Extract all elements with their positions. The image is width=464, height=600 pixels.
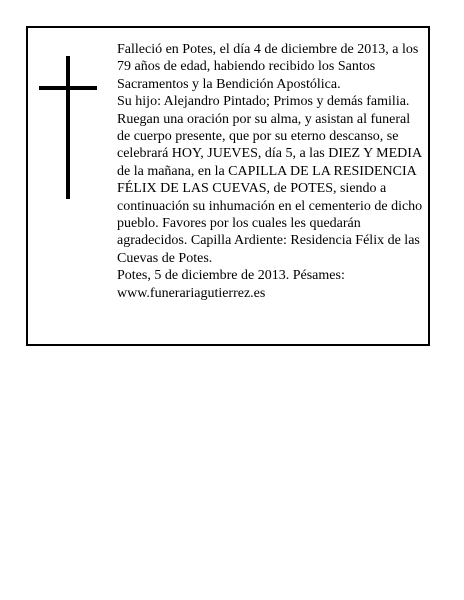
family-line: Su hijo: Alejandro Pintado; Primos y demás familia. bbox=[117, 94, 410, 110]
funeral-details: Ruegan una oración por su alma, y asistan al funeral de cuerpo presente, que por su eterno descanso, se celebrará HOY, JUEVES, día 5, a las DIEZ Y MEDIA de la mañana, en la CAPILLA DE LA RESIDENCIA FÉLIX DE LAS CUEVAS, de POTES, siendo a continuación su inhumación en el cementerio de dicho pueblo. Favores por los cuales les quedarán agradecidos. Capilla Ardiente: Residencia Félix de las Cuevas de Potes. bbox=[117, 111, 423, 266]
cross-vertical-bar bbox=[66, 56, 70, 199]
death-announcement: Falleció en Potes, el día 4 de diciembre de 2013, a los 79 años de edad, habiendo recibido los Santos Sacramentos y la Bendición Apostólica. bbox=[117, 42, 419, 92]
place-date-condolences: Potes, 5 de diciembre de 2013. Pésames: www.funerariagutierrez.es bbox=[117, 268, 345, 301]
cross-horizontal-bar bbox=[39, 86, 97, 90]
obituary-notice bbox=[26, 26, 430, 346]
obituary-text bbox=[117, 41, 423, 302]
